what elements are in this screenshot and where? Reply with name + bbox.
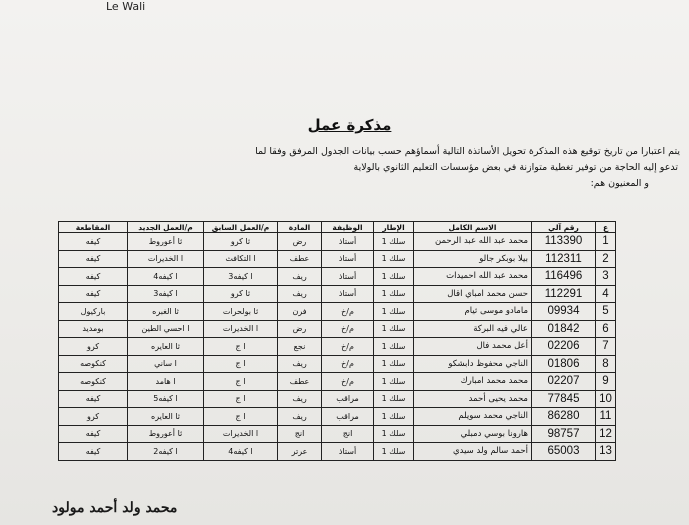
cell-employee-id: 01842	[532, 320, 596, 338]
cell-employee-id: 98757	[532, 425, 596, 443]
paragraph-line-2: تدعو إليه الحاجة من توفير تغطية متوازنة في بعض مؤسسات التعليم الثانوي بالولاية	[353, 162, 678, 173]
cell-position: م/خ	[322, 303, 374, 321]
cell-position: انج	[322, 425, 374, 443]
cell-previous-school: ا ج	[204, 373, 278, 391]
table-row	[59, 443, 616, 461]
table-row	[59, 233, 616, 251]
cell-previous-school: ثا كرو	[204, 285, 278, 303]
cell-new-school: ثا أعوروط	[128, 233, 204, 251]
cell-previous-school: ا ج	[204, 338, 278, 356]
cell-grade: سلك 1	[374, 250, 414, 268]
cell-full-name: محمد محمد امبارك	[414, 373, 532, 391]
cell-previous-school: ثا كرو	[204, 233, 278, 251]
cell-previous-school: ا كيفه3	[204, 268, 278, 286]
cell-new-school: ا هامد	[128, 373, 204, 391]
cell-full-name: الناجي محمد سويلم	[414, 408, 532, 426]
cell-employee-id: 113390	[532, 233, 596, 251]
cell-subject: ريف	[278, 268, 322, 286]
cell-new-school: ثا الغبره	[128, 303, 204, 321]
cell-position: أستاذ	[322, 268, 374, 286]
cell-full-name: الناجي محفوظ دابشكو	[414, 355, 532, 373]
cell-full-name: محمد عبد الله عبد الرحمن	[414, 233, 532, 251]
cell-previous-school: ا ج	[204, 355, 278, 373]
cell-row-index: 3	[596, 268, 616, 286]
cell-previous-school: ا الخديرات	[204, 425, 278, 443]
cell-previous-school: ا كيفه4	[204, 443, 278, 461]
paragraph-line-1: يتم اعتبارا من تاريخ توقيع هذه المذكرة تحويل الأساتذة التالية أسماؤهم حسب بيانات الجدول المرفق وفقا لما	[255, 146, 680, 157]
cell-grade: سلك 1	[374, 408, 414, 426]
cell-row-index: 5	[596, 303, 616, 321]
cell-grade: سلك 1	[374, 373, 414, 391]
cell-row-index: 6	[596, 320, 616, 338]
cell-subject: عطف	[278, 250, 322, 268]
header-wali: Le Wali	[106, 0, 146, 13]
cell-position: م/خ	[322, 320, 374, 338]
table-row	[59, 303, 616, 321]
cell-employee-id: 112291	[532, 285, 596, 303]
cell-district: كيفه	[59, 250, 128, 268]
cell-grade: سلك 1	[374, 303, 414, 321]
document-title	[0, 116, 689, 134]
cell-previous-school: ا ج	[204, 408, 278, 426]
column-header: رقم آلي	[532, 222, 596, 233]
cell-full-name: بيلا بوبكر جالو	[414, 250, 532, 268]
cell-full-name: محمد يحيى أحمد	[414, 390, 532, 408]
cell-row-index: 9	[596, 373, 616, 391]
cell-position: م/خ	[322, 338, 374, 356]
cell-subject: ريف	[278, 285, 322, 303]
paragraph-line-3: و المعنيون هم:	[590, 178, 649, 189]
cell-row-index: 4	[596, 285, 616, 303]
cell-employee-id: 65003	[532, 443, 596, 461]
cell-district: باركيول	[59, 303, 128, 321]
cell-subject: ريف	[278, 355, 322, 373]
teachers-table	[58, 221, 616, 461]
column-header: الوظيفة	[322, 222, 374, 233]
table-row	[59, 285, 616, 303]
cell-position: أستاذ	[322, 233, 374, 251]
cell-full-name: عالي فيه البركة	[414, 320, 532, 338]
column-header: المقاطعة	[59, 222, 128, 233]
cell-district: كيفه	[59, 443, 128, 461]
table-row	[59, 268, 616, 286]
column-header: المادة	[278, 222, 322, 233]
table-row	[59, 373, 616, 391]
cell-employee-id: 116496	[532, 268, 596, 286]
cell-new-school: ا كيفه2	[128, 443, 204, 461]
cell-district: كنكوصه	[59, 355, 128, 373]
table-row	[59, 408, 616, 426]
cell-previous-school: ا الخديرات	[204, 320, 278, 338]
cell-new-school: ثا العايره	[128, 408, 204, 426]
document-title-text: مذكرة عمل	[307, 116, 392, 134]
cell-new-school: ثا أعوروط	[128, 425, 204, 443]
cell-new-school: ا كيفه3	[128, 285, 204, 303]
cell-grade: سلك 1	[374, 425, 414, 443]
table-row	[59, 250, 616, 268]
cell-district: كرو	[59, 338, 128, 356]
cell-district: كيفه	[59, 285, 128, 303]
cell-district: كنكوصه	[59, 373, 128, 391]
cell-employee-id: 01806	[532, 355, 596, 373]
cell-full-name: أعل محمد فال	[414, 338, 532, 356]
cell-row-index: 13	[596, 443, 616, 461]
cell-grade: سلك 1	[374, 338, 414, 356]
cell-new-school: ا الخديرات	[128, 250, 204, 268]
column-header: م/العمل الجديد	[128, 222, 204, 233]
cell-row-index: 1	[596, 233, 616, 251]
cell-previous-school: ا ج	[204, 390, 278, 408]
cell-previous-school: ثا بولحرات	[204, 303, 278, 321]
cell-row-index: 10	[596, 390, 616, 408]
cell-position: م/خ	[322, 355, 374, 373]
cell-position: م/خ	[322, 373, 374, 391]
cell-new-school: ا احسي الطين	[128, 320, 204, 338]
cell-subject: ريف	[278, 408, 322, 426]
cell-position: مراقب	[322, 390, 374, 408]
cell-full-name: أحمد سالم ولد سيدي	[414, 443, 532, 461]
cell-position: أستاذ	[322, 285, 374, 303]
cell-subject: نجع	[278, 338, 322, 356]
table-row	[59, 320, 616, 338]
cell-grade: سلك 1	[374, 355, 414, 373]
cell-row-index: 11	[596, 408, 616, 426]
cell-subject: عرتر	[278, 443, 322, 461]
cell-employee-id: 09934	[532, 303, 596, 321]
signature-name: محمد ولد أحمد مولود	[52, 500, 178, 516]
cell-position: أستاذ	[322, 250, 374, 268]
cell-full-name: هارونا بوسي دمبلي	[414, 425, 532, 443]
cell-grade: سلك 1	[374, 320, 414, 338]
cell-row-index: 8	[596, 355, 616, 373]
cell-position: مراقب	[322, 408, 374, 426]
cell-grade: سلك 1	[374, 390, 414, 408]
cell-full-name: مامادو موسى ثيام	[414, 303, 532, 321]
cell-district: كرو	[59, 408, 128, 426]
cell-full-name: حسن محمد امباي اقال	[414, 285, 532, 303]
cell-subject: رض	[278, 233, 322, 251]
cell-full-name: محمد عبد الله احميدات	[414, 268, 532, 286]
cell-employee-id: 02207	[532, 373, 596, 391]
cell-subject: انج	[278, 425, 322, 443]
cell-employee-id: 77845	[532, 390, 596, 408]
cell-grade: سلك 1	[374, 443, 414, 461]
cell-new-school: ثا العايره	[128, 338, 204, 356]
cell-subject: عطف	[278, 373, 322, 391]
cell-subject: فرن	[278, 303, 322, 321]
cell-subject: ريف	[278, 390, 322, 408]
table-header-row	[59, 222, 616, 233]
column-header: الإطار	[374, 222, 414, 233]
cell-row-index: 2	[596, 250, 616, 268]
cell-grade: سلك 1	[374, 268, 414, 286]
table-row	[59, 338, 616, 356]
cell-district: كيفه	[59, 425, 128, 443]
cell-district: بومديد	[59, 320, 128, 338]
cell-new-school: ا ساني	[128, 355, 204, 373]
table-row	[59, 425, 616, 443]
column-header: ع	[596, 222, 616, 233]
column-header: م/العمل السابق	[204, 222, 278, 233]
cell-row-index: 12	[596, 425, 616, 443]
cell-employee-id: 112311	[532, 250, 596, 268]
cell-new-school: ا كيفه4	[128, 268, 204, 286]
cell-employee-id: 02206	[532, 338, 596, 356]
cell-previous-school: ا التكافث	[204, 250, 278, 268]
cell-grade: سلك 1	[374, 233, 414, 251]
table-row	[59, 355, 616, 373]
cell-district: كيفه	[59, 233, 128, 251]
table-row	[59, 390, 616, 408]
cell-row-index: 7	[596, 338, 616, 356]
column-header: الاسم الكامل	[414, 222, 532, 233]
cell-district: كيفه	[59, 390, 128, 408]
cell-position: أستاذ	[322, 443, 374, 461]
cell-grade: سلك 1	[374, 285, 414, 303]
cell-employee-id: 86280	[532, 408, 596, 426]
cell-subject: رض	[278, 320, 322, 338]
cell-new-school: ا كيفه5	[128, 390, 204, 408]
cell-district: كيفه	[59, 268, 128, 286]
